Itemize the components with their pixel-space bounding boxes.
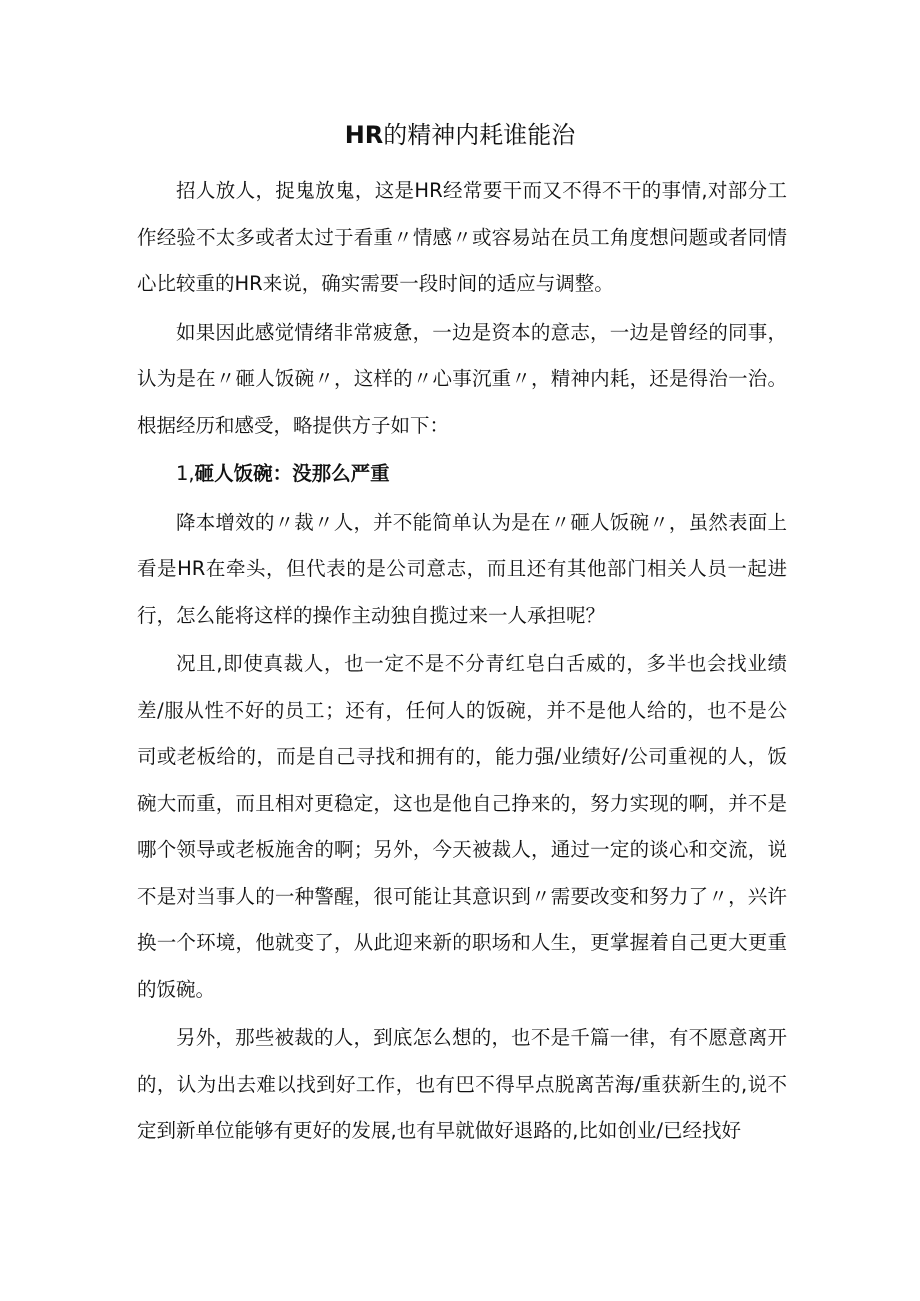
paragraph-moreover: 况且,即使真裁人，也一定不是不分青红皂白舌威的，多半也会找业绩差/服从性不好的员工；还有，任何人的饭碗，并不是他人给的，也不是公司或老板给的，而是自己寻找和拥有的，能力强/业绩好/公司重视的人，饭碗大而重，而且相对更稳定，这也是他自己挣来的，努力实现的啊，并不是哪个领导或老板施舍的啊；另外，今天被裁人，通过一定的谈心和交流，说不是对当事人的一种警醒，很可能让其意识到〃需要改变和努力了〃，兴许换一个环境，他就变了，从此迎来新的职场和人生，更掌握着自己更大更重的饭碗。 — [137, 652, 787, 1001]
document-title — [0, 115, 920, 155]
paragraph-intro: 招人放人，捉鬼放鬼，这是HR经常要干而又不得不干的事情,对部分工作经验不太多或者太过于看重〃情感〃或容易站在员工角度想问题或者同情心比较重的HR来说，确实需要一段时间的适应与调整。 — [137, 179, 787, 295]
section-heading-number: 1, — [176, 462, 195, 485]
document-title-rest: 的精神内耗谁能治 — [383, 121, 576, 149]
paragraph-cost-cutting: 降本增效的〃裁〃人，并不能简单认为是在〃砸人饭碗〃，虽然表面上看是HR在牵头，但代表的是公司意志，而且还有其他部门相关人员一起进行，怎么能将这样的操作主动独自揽过来一人承担呢？ — [137, 510, 787, 627]
section-heading-text: 砸人饭碗：没那么严重 — [194, 462, 390, 485]
document-title-latin: HR — [344, 121, 384, 149]
section-heading — [137, 451, 787, 498]
paragraph-fatigue: 如果因此感觉情绪非常疲惫，一边是资本的意志，一边是曾经的同事，认为是在〃砸人饭碗〃，这样的〃心事沉重〃，精神内耗，还是得治一治。根据经历和感受，略提供方子如下： — [137, 320, 787, 437]
paragraph-others: 另外，那些被裁的人，到底怎么想的，也不是千篇一律，有不愿意离开的，认为出去难以找到好工作，也有巴不得早点脱离苦海/重获新生的,说不定到新单位能够有更好的发展,也有早就做好退路的,比如创业/已经找好 — [137, 1026, 787, 1142]
document-body — [137, 168, 787, 1155]
